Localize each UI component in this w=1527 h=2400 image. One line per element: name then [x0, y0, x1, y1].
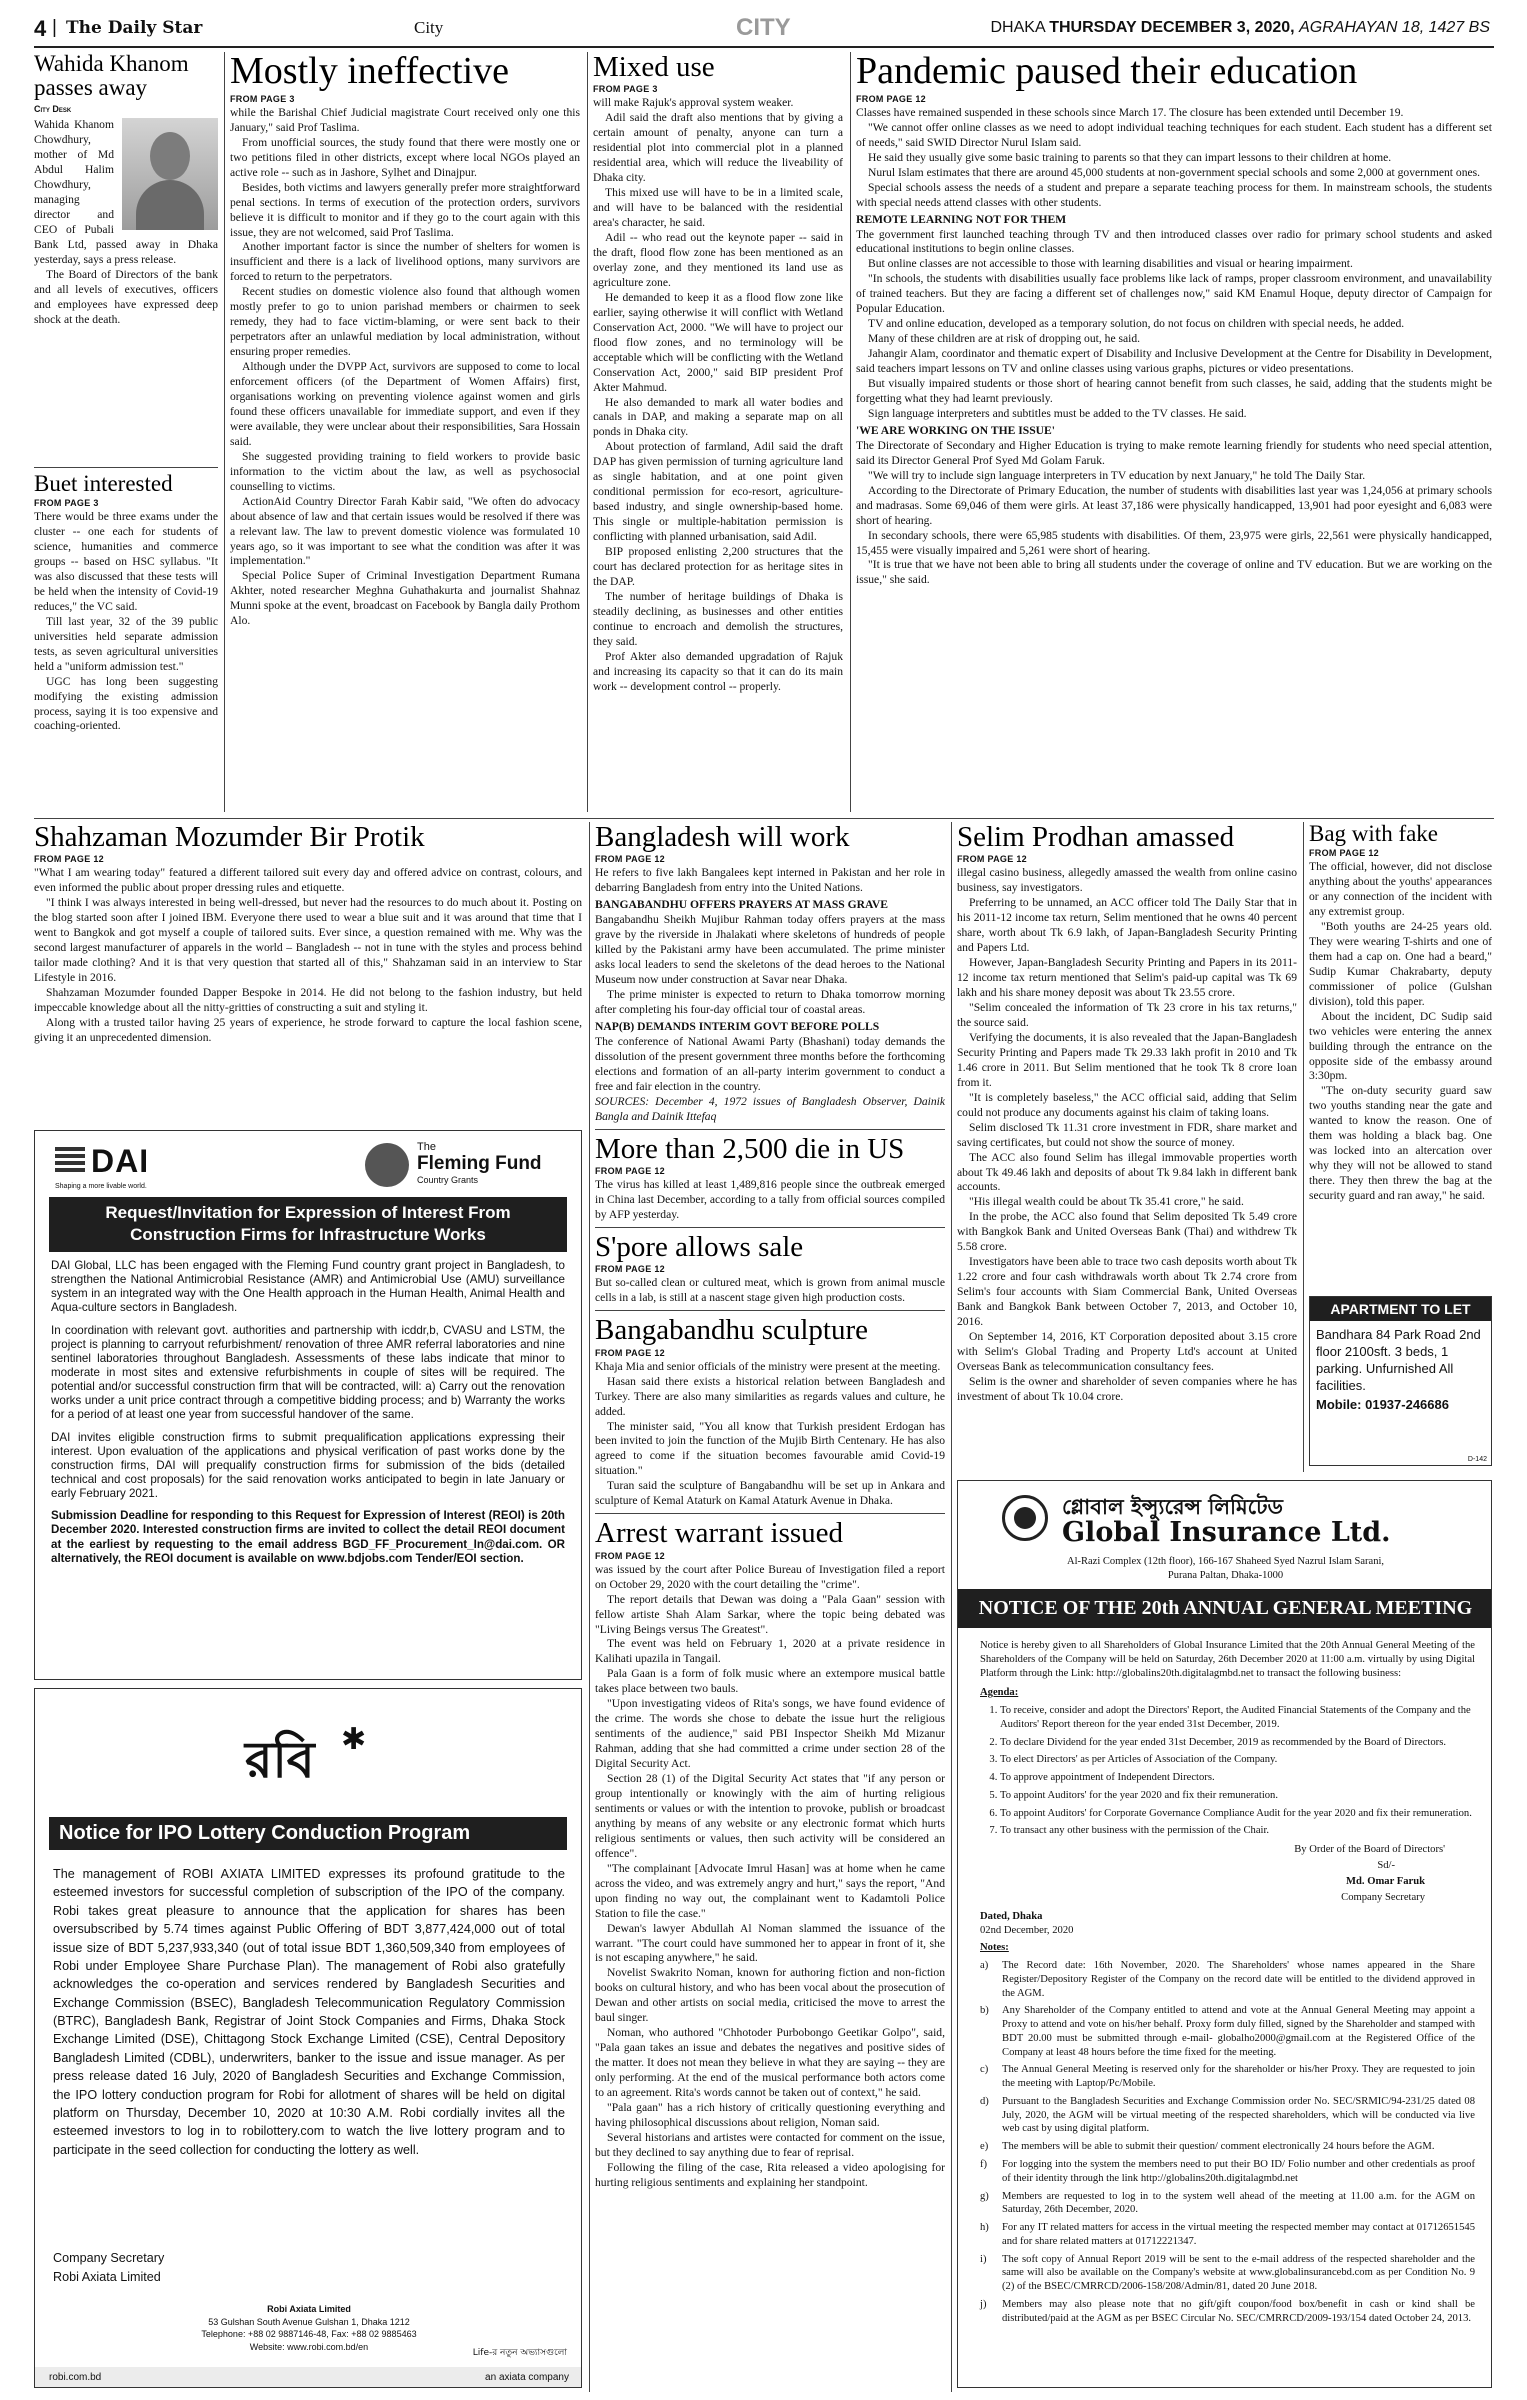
pandemic-p: "We will try to include sign language interpreters in TV education by next January," he told The Daily Star. [868, 468, 1366, 482]
arrest-from: FROM PAGE 12 [595, 1550, 665, 1561]
pandemic-headline: Pandemic paused their education [856, 52, 1358, 92]
page-number: 4 [34, 16, 47, 41]
arrest-headline: Arrest warrant issued [595, 1517, 844, 1550]
divider [587, 52, 588, 812]
gil-note-row [980, 2190, 1475, 2218]
gil-note-key: h) [980, 2222, 989, 2234]
gil-signer: Md. Omar Faruk [1346, 1875, 1425, 1887]
apartment-mobile: Mobile: 01937-246686 [1316, 1396, 1449, 1412]
gil-note-row [980, 2004, 1475, 2059]
gil-intro: Notice is hereby given to all Shareholders of Global Insurance Limited that the 20th Annual General Meeting of the Shareholders of the Company will be held on Saturday, 26th December 2020 at 11:00 a.m. virtually by using Digital Platform through the Link: http://globalins20th.digitalagmbd.net to transact the following business: [980, 1640, 1475, 1679]
mostly-headline: Mostly ineffective [230, 52, 509, 92]
pandemic-subhead: 'WE ARE WORKING ON THE ISSUE' [856, 423, 1055, 437]
arrest-p: Noman, who authored "Chhotoder Purbobongo Geetikar Golpo", said, "Pala gaan takes an issue and debates the negatives and positive sides of the matter. It does not mean they believe in what they are saying -- they are only performing. At the end of the musical performance both actors come to an agreement. Rita's words cannot be taken out of context," he said. [595, 2026, 945, 2100]
mostly-p: From unofficial sources, the study found that there were mostly one or two petitions filed in other districts, except where local NGOs played an active role -- such as in Jashore, Sylhet and Dinajpur. [230, 135, 580, 179]
arrest-p: "The complainant [Advocate Imrul Hasan] was at home when he came across the video, and was extremely angry and hurt," says the report, "And upon finding no way out, the complainant went to Kadamtoli Police Station to file the case." [595, 1861, 945, 1920]
gil-agenda-item: 3. To elect Directors' as per Articles of Association of the Company. [1000, 1753, 1475, 1767]
selim-p: "It is completely baseless," the ACC official said, adding that Selim could not produce any documents against his claim of taking loans. [957, 1090, 1297, 1119]
shahzaman-p: "I think I was always interested in being well-dressed, but never had the resources to do much about it. Posting on the blog started soon after I joined IBM. Everyone there used to wear a blue suit and it was around that time that I went to Bangkok and got myself a couple of tailored suits. Ever since, a question remained with me. Why was the second largest manufacturer of apparels in the world – Bangladesh -- not in tune with the styles and process behind tailor made clothing? And it is that very question that started all of this," Shahzaman said in an interview to Star Lifestyle in 2016. [34, 896, 582, 985]
obituary-byline: City Desk [34, 104, 72, 115]
page-header [34, 14, 1494, 44]
dai-body [51, 1259, 565, 1566]
mixed-from: FROM PAGE 3 [593, 84, 658, 95]
gil-logo-block [1002, 1491, 1462, 1551]
gil-note-key: i) [980, 2253, 987, 2265]
robi-ipo-ad [34, 1688, 582, 2388]
gil-agenda-item: 6. To appoint Auditors' for Corporate Governance Compliance Audit for the year 2020 and fix their remuneration. [1000, 1807, 1475, 1821]
spore-from: FROM PAGE 12 [595, 1264, 665, 1275]
shahzaman-from: FROM PAGE 12 [34, 854, 104, 865]
arrest-p: The event was held on February 1, 2020 at a private residence in Kalihati upazila in Tangail. [595, 1637, 945, 1666]
gil-date: 02nd December, 2020 [980, 1924, 1074, 1936]
divider [595, 1513, 945, 1514]
gil-note-key: c) [980, 2064, 989, 2076]
sculpture-p: Turan said the sculpture of Bangabandhu will be set up in Ankara and sculpture of Kemal Ataturk on Kamal Ataturk Avenue in Dhaka. [595, 1479, 945, 1508]
pandemic-p: "We cannot offer online classes as we need to adopt individual teaching techniques for each student. Each student has a different set of needs," said SWID Director Nurul Islam said. [856, 120, 1492, 149]
bag-p: The official, however, did not disclose anything about the youths' appearances or any connection of the incident with any extremist group. [1309, 860, 1492, 918]
arrest-p: Several historians and artistes were contacted for comment on the issue, but they declined to say anything due to fear of reprisal. [595, 2130, 945, 2159]
divider [951, 822, 952, 2392]
section-label: City [414, 18, 444, 37]
pandemic-article [856, 52, 1492, 812]
gil-addr-1: Al-Razi Complex (12th floor), 166-167 Shaheed Syed Nazrul Islam Sarani, [1067, 1556, 1384, 1567]
buet-article [34, 472, 218, 812]
dai-para: Submission Deadline for responding to this Request for Expression of Interest (REOI) is 20th December 2020. Interested construction firms are invited to collect the detail REOI document at the earliest by requesting to the email address BGD_FF_Procurement_In@dai.com. OR alternatively, the REOI document is available on www.bdjobs.com Tender/EOI section. [51, 1509, 565, 1565]
pandemic-p: But visually impaired students or those short of hearing cannot benefit from such classes, he said, adding that the students might be forgetting what they had learnt previously. [856, 377, 1492, 405]
date-bangla: AGRAHAYAN 18, 1427 BS [1299, 19, 1490, 36]
fleming-logo-block [365, 1141, 565, 1189]
bdwork-p: The conference of National Awami Party (Bhashani) today demands the dissolution of the present government three months before the forthcoming elections and formation of an all-party interim government to conduct a free and fair election in the country. [595, 1034, 945, 1093]
gil-agenda-item: 2. To declare Dividend for the year ended 31st December, 2019 as recommended by the Board of Directors. [1000, 1736, 1475, 1750]
selim-from: FROM PAGE 12 [957, 854, 1027, 865]
mixed-p: He also demanded to mark all water bodies and canals in DAP, and making a separate map on all ponds in Dhaka city. [593, 395, 843, 439]
gil-emblem-inner-icon [1014, 1507, 1036, 1529]
gil-note-row [980, 2063, 1475, 2091]
mixed-p: BIP proposed enlisting 2,200 structures that the court has declared protection for as heritage sites in the DAP. [593, 545, 843, 588]
sculpture-from: FROM PAGE 12 [595, 1347, 665, 1358]
dai-fleming-ad [34, 1130, 582, 1680]
mostly-p: Besides, both victims and lawyers generally prefer more straightforward penal sections. In terms of execution of the protection orders, survivors believe it is difficult to monitor and if they go to the court again with this issue, they are not welcomed, said Prof Taslima. [230, 180, 580, 239]
arrest-p: was issued by the court after Police Bureau of Investigation filed a report on October 29, 2020 with the court detailing the "crime". [595, 1562, 945, 1591]
gil-note-text: The soft copy of Annual Report 2019 will be sent to the e-mail address of the respected shareholder and the same will also be available on the Company's website at www.globalinsurancebd.com as per Condition No. 9 (2) of the BSEC/CMRRCD/2006-158/208/Admin/81, dated 20 June 2018. [1002, 2253, 1475, 2293]
robi-burst-icon: ✱ [341, 1722, 367, 1757]
obituary-text-2: The Board of Directors of the bank and all levels of executives, officers and employees have expressed deep shock at the death. [34, 267, 218, 326]
pandemic-p: Sign language interpreters and subtitles must be added to the TV classes. He said. [868, 406, 1247, 420]
shahzaman-article [34, 822, 582, 1122]
robi-body: The management of ROBI AXIATA LIMITED expresses its profound gratitude to the esteemed investors for successful completion of subscription of the IPO of the company. Robi takes great pleasure to announce that the application for shares has been oversubscribed by 5.74 times against Public Offering of BDT 3,877,424,000 out of total issue size of BDT 5,237,933,340 (out of total issue BDT 1,360,509,340 from employees of Robi under Employee Share Purchase Plan). The management of Robi also gratefully acknowledges the co-operation and services rendered by Bangladesh Securities and Exchange Commission (BSEC), Bangladesh Telecommunication Regulatory Commission (BTRC), Bangladesh Bank, Registrar of Joint Stock Companies and Firms, Dhaka Stock Exchange Limited (DSE), Chittagong Stock Exchange Limited (CSE), Central Depository Bangladesh Limited (CDBL), underwriters, banker to the issue and issue manager. As per press release dated 16 July, 2020 of Bangladesh Securities and Exchange Commission, the IPO lottery conduction program for Robi for allotment of shares will be held on digital platform on Thursday, December 10, 2020 at 10:30 A.M. Robi cordially invites all the esteemed investors to log in to robilottery.com to watch the live lottery program and to participate in the seed collection for conducting the lottery as well. [53, 1867, 565, 2157]
bag-from: FROM PAGE 12 [1309, 848, 1379, 859]
selim-p: illegal casino business, allegedly amassed the wealth from online casino business, say investigators. [957, 866, 1297, 895]
mixed-p: About protection of farmland, Adil said the draft DAP has given permission of turning agriculture land as single habitation, and at one point given conditional permission for eco-resort, agriculture-based industry, and single ownership-based home. This single or multiple-habitation permission is conflicting with planned urbanisation, said Adil. [593, 440, 843, 544]
gil-banner: NOTICE OF THE 20th ANNUAL GENERAL MEETING [958, 1589, 1492, 1628]
mostly-from: FROM PAGE 3 [230, 93, 295, 104]
pandemic-p: The government first launched teaching through TV and then introduced classes over radio for primary school students and asked educational institutions to begin online classes. [856, 227, 1492, 256]
mixed-p: will make Rajuk's approval system weaker. [593, 96, 794, 110]
sculpture-p: Khaja Mia and senior officials of the ministry were present at the meeting. [595, 1359, 941, 1373]
selim-p: "Selim concealed the information of Tk 23 crore in his tax returns," the source said. [957, 1001, 1297, 1029]
gil-note-key: d) [980, 2095, 989, 2107]
gil-note-text: The Annual General Meeting is reserved only for the shareholder or his/her Proxy. They are requested to join the meeting with Laptop/Pc/Mobile. [1002, 2064, 1475, 2090]
gil-note-key: f) [980, 2159, 988, 2170]
mixed-p: Adil said the draft also mentions that by giving a certain amount of penalty, anyone can turn a residential plot into commercial plot in a planned residential area, which will reduce the liveability of Dhaka city. [593, 111, 843, 185]
bag-article [1309, 822, 1492, 1292]
gil-note-key: a) [980, 1960, 989, 1972]
shahzaman-p: "What I am wearing today" featured a different tailored suit every day and offered advice on contrast, colours, and even informed the public about proper dressing rules and etiquette. [34, 866, 582, 895]
pandemic-from: FROM PAGE 12 [856, 93, 926, 104]
divider [589, 822, 590, 2392]
mostly-p: while the Barishal Chief Judicial magistrate Court received only one this January," said Prof Taslima. [230, 105, 580, 134]
divider [224, 52, 225, 812]
buet-p3: UGC has long been suggesting modifying the existing admission process, saying it is too expensive and coaching-oriented. [34, 674, 218, 733]
dai-stripes-icon [55, 1147, 85, 1175]
gil-body [980, 1639, 1475, 2329]
fleming-the: The [417, 1141, 436, 1153]
robi-addr-3: Website: www.robi.com.bd/en [249, 2341, 369, 2352]
dai-para: DAI Global, LLC has been engaged with the Fleming Fund country grant project in Bangladesh, to strengthen the National Antimicrobial Resistance (AMR) and Antimicrobial Use (AMU) surveillance system in an integrated way with the One Health approach in the Human Health, Animal Health and Aqua-culture sectors in Bangladesh. [51, 1259, 565, 1315]
pandemic-p: Nurul Islam estimates that there are around 45,000 students at non-government special schools and some 2,000 at government ones. [868, 165, 1481, 179]
arrest-p: "Pala gaan" has a rich history of critically questioning everything and having philosophical discussions about religion, Noman said. [595, 2101, 945, 2129]
robi-logo-block [245, 1722, 385, 1805]
robi-sign-company: Robi Axiata Limited [53, 2269, 161, 2284]
robi-footer-left: robi.com.bd [49, 2372, 102, 2383]
bag-p: About the incident, DC Sudip said two vehicles were entering the annex building through the entrance on the opposite side of the embassy around 3:30pm. [1309, 1009, 1492, 1083]
mostly-ineffective-article [230, 52, 580, 812]
arrest-p: "Upon investigating videos of Rita's songs, we have found evidence of the crime. The words she chose to debate the issue hurt the religious sentiments of the audience," said PBI Inspector Sheikh Md Mizanur Rahman, adding that she had committed a crime under section 28 of the Digital Security Act. [595, 1697, 945, 1771]
mostly-p: Although under the DVPP Act, survivors are supposed to come to local enforcement officers (of the Department of Women Affairs) first, organisations working on preventing violence against women and girls found these officers unavailable for immediate support, and even if they were available, they were unclear about their responsibilities, Sara Hossain said. [230, 360, 580, 448]
selim-p: "His illegal wealth could be about Tk 35.41 crore," he said. [969, 1195, 1244, 1209]
gil-signature [980, 1842, 1475, 1906]
us-from: FROM PAGE 12 [595, 1166, 665, 1177]
arrest-p: Following the filing of the case, Rita released a video apologising for hurting religious sentiments and explaining her standpoint. [595, 2160, 945, 2189]
sculpture-headline: Bangabandhu sculpture [595, 1314, 869, 1347]
gil-note-text: Any Shareholder of the Company entitled to attend and vote at the Annual General Meeting may appoint a Proxy to attend and vote on his/her behalf. Proxy form duly filled, signed by the Shareholder and stamped with BDT 20.00 must be submitted through e-mail- globalho2000@gmail.com at the Registered Office of the Company at least 48 hours before the time fixed for the meeting. [1002, 2005, 1475, 2058]
selim-p: Selim is the owner and shareholder of seven companies where he has investment of about Tk 10.04 crore. [957, 1374, 1297, 1403]
fleming-sub: Country Grants [417, 1175, 479, 1185]
gil-name: Global Insurance Ltd. [1062, 1517, 1391, 1548]
arrest-p: Dewan's lawyer Abdullah Al Noman slammed the issuance of the warrant. "The court could have summoned her to appear in front of it, she is not escaping anywhere," he said. [595, 1921, 945, 1965]
pandemic-p: Many of these children are at risk of dropping out, he said. [868, 332, 1141, 346]
robi-footer [35, 2367, 582, 2388]
gil-signer-title: Company Secretary [1341, 1891, 1425, 1903]
shahzaman-headline: Shahzaman Mozumder Bir Protik [34, 822, 425, 853]
selim-p: The ACC also found Selim has illegal immovable properties worth about Tk 49.46 lakh and deposits of about Tk 9.84 lakh in different bank accounts. [957, 1150, 1297, 1194]
date-city: DHAKA [990, 19, 1045, 36]
date-main: THURSDAY DECEMBER 3, 2020, [1049, 19, 1295, 36]
apartment-banner: APARTMENT TO LET [1310, 1297, 1491, 1321]
pandemic-p: "It is true that we have not been able to bring all students under the coverage of online and TV education. But we are working on the issue," she said. [856, 558, 1492, 587]
us-headline: More than 2,500 die in US [595, 1132, 905, 1165]
gil-note-text: Members may also please note that no gift/gift coupon/food box/benefit in cash or kind shall be distributed/paid at the AGM as per BSEC Circular No. SEC/CMRRCD/2009-193/154 dated October 24, 2013. [1002, 2298, 1475, 2324]
mixed-p: He demanded to keep it as a flood flow zone like earlier, saying otherwise it will conflict with Wetland Conservation Act, 2000. "We will have to project our flood flow zones, and no terminology will be acceptable which will be conflicting with the Wetland Conservation Act, 2000," said BIP president Prof Akter Mahmud. [593, 290, 843, 394]
mostly-p: ActionAid Country Director Farah Kabir said, "We often do advocacy about absence of law and that certain issues would be resolved if there was a relevant law. The law to prevent domestic violence was formulated 10 years ago, so it was important to see what the condition was after it was implementation." [230, 494, 580, 568]
gil-note-key: e) [980, 2141, 989, 2153]
gil-sd: Sd/- [1377, 1860, 1395, 1872]
fleming-name: Fleming Fund [417, 1153, 542, 1174]
gil-agenda-item: 1. To receive, consider and adopt the Directors' Report, the Audited Financial Statements of the Company and the Auditors' Report thereon for the year ended 31st December, 2019. [1000, 1704, 1475, 1732]
mostly-p: Another important factor is since the number of shelters for women is insufficient and there is a lack of livelihood options, many survivors are forced to return to the perpetrators. [230, 240, 580, 284]
divider [34, 818, 1494, 819]
arrest-p: The report details that Dewan was doing a "Pala Gaan" session with fellow artiste Shah Alam Sarkar, where the topic being debated was "Living Beings versus The Greatest". [595, 1592, 945, 1636]
buet-p1: There would be three exams under the cluster -- one each for students of science, humanities and commerce groups -- based on HSC syllabus. "It was also discussed that these tests will be held when the intensity of Covid-19 reduces," the VC said. [34, 510, 218, 613]
selim-p: Selim disclosed Tk 11.31 crore investment in FDR, share market and saving certificates, but could not show the source of money. [957, 1120, 1297, 1149]
spore-headline: S'pore allows sale [595, 1230, 804, 1263]
pandemic-subhead: REMOTE LEARNING NOT FOR THEM [856, 212, 1067, 226]
robi-addr-1: 53 Gulshan South Avenue Gulshan 1, Dhaka 1212 [208, 2316, 410, 2327]
global-insurance-ad [957, 1480, 1492, 2388]
gil-agenda-label: Agenda: [980, 1687, 1019, 1699]
middle-column [595, 822, 945, 2392]
gil-agenda-list [980, 1704, 1475, 1838]
gil-note-row [980, 2158, 1475, 2186]
divider [595, 1129, 945, 1130]
gil-agenda-item: 7. To transact any other business with the permission of the Chair. [1000, 1824, 1475, 1838]
gil-note-row [980, 2095, 1475, 2136]
divider [34, 467, 218, 468]
robi-addr-name: Robi Axiata Limited [267, 2304, 351, 2314]
pandemic-p: He said they usually give some basic training to parents so that they can impart lessons to their children at home. [868, 150, 1392, 164]
section-title: CITY [736, 14, 791, 41]
gil-note-row [980, 2140, 1475, 2154]
pandemic-p: But online classes are not accessible to those with learning disabilities and visual or hearing impairment. [868, 257, 1353, 271]
divider [595, 1310, 945, 1311]
obituary-article [34, 52, 218, 462]
gil-note-text: Pursuant to the Bangladesh Securities and Exchange Commission order No. SEC/SRMIC/94-231/25 dated 08 July, 2020, the AGM will be virtual meeting of the respected shareholders, which will be conducted via live web cast by using digital platform. [1002, 2095, 1475, 2135]
issue-date [991, 19, 1491, 37]
selim-p: On September 14, 2016, KT Corporation deposited about 3.15 crore with Selim's Global Trading and Property Ltd's account at United Overseas Bank as telecommunication consultancy fees. [957, 1329, 1297, 1373]
mostly-p: She suggested providing training to field workers to provide basic information to the victim about the law, as well as psychosocial counselling to victims. [230, 449, 580, 493]
divider [850, 52, 851, 812]
bdwork-subhead: BANGABANDHU OFFERS PRAYERS AT MASS GRAVE [595, 898, 889, 912]
bag-p: "The on-duty security guard saw two youths standing near the gate and wanted to know the reason. One of them was holding a black bag. One was locked into an altercation over why they will not be allowed to stand there. They then threw the bag at the security guard and ran away," he said. [1309, 1084, 1492, 1203]
mostly-p: Special Police Super of Criminal Investigation Department Rumana Akhter, noted researcher Meghna Guhathakurta and journalist Shahnaz Munni spoke at the event, broadcast on Facebook by Bangla daily Prothom Alo. [230, 569, 580, 628]
bdwork-headline: Bangladesh will work [595, 822, 850, 853]
dai-heading: Request/Invitation for Expression of Interest From Construction Firms for Infrastructure Works [49, 1197, 567, 1252]
shahzaman-p: Shahzaman Mozumder founded Dapper Bespoke in 2014. He did not belong to the fashion industry, but held impeccable knowledge about all the nitty-gritties of constructing a suit and styling it. [34, 986, 582, 1015]
gil-note-text: Members are requested to log in to the system well ahead of the meeting at 11.00 a.m. for the AGM on Saturday, 26th December, 2020. [1002, 2190, 1475, 2216]
masthead-logo: The Daily Star [66, 18, 203, 38]
shahzaman-p: Along with a trusted tailor having 25 years of experience, he strode forward to capture the local fashion scene, giving it an unprecedented dimension. [34, 1015, 582, 1044]
buet-p2: Till last year, 32 of the 39 public universities held separate admission tests, as seven agricultural universities held a "uniform admission test." [34, 614, 218, 673]
divider [595, 1227, 945, 1228]
pandemic-p: In secondary schools, there were 65,985 students with disabilities. Of them, 23,975 were girls, 22,561 were physically handicapped, 15,455 were visually impaired and 5,261 were short of hearing. [856, 528, 1492, 557]
dai-para: DAI invites eligible construction firms to submit prequalification applications expressing their interest. Upon evaluation of the applications and physical verification of past works done by the construction firms, DAI will prequalify construction firms for submission of the bids (detailed technical and cost proposals) for the said renovation works anticipated to begin in late January or early February 2021. [51, 1430, 565, 1501]
pandemic-p: TV and online education, developed as a temporary solution, do not focus on children with special needs, he added. [868, 317, 1405, 331]
gil-note-text: For logging into the system the members need to put their BO ID/ Folio number and other credentials as proof of their identity through the link http://globalins20th.digitalagmbd.net [1002, 2159, 1475, 2184]
buet-from: FROM PAGE 3 [34, 498, 99, 509]
sculpture-p: Hasan said there exists a historical relation between Bangladesh and Turkey. There are also many similarities as regards values and culture, he added. [595, 1374, 945, 1418]
gil-notes-list [980, 1959, 1475, 2325]
apartment-ad [1309, 1296, 1492, 1466]
mixed-use-article [593, 52, 843, 812]
dai-para: In coordination with relevant govt. authorities and partnership with icddr,b, CVASU and LSTM, the project is planning to carryout refurbishment/ renovation of three AMR referral laboratories and nine sentinel laboratories throughout Bangladesh. Assessments of these labs indicate that minor to moderate in most sites and extensive refurbishments in couple of sites will be required. The potential and/or successful construction firm that will be contracted, will: a) Carry out the renovation works under a unit price contract through a competitive bidding process; and b) Warranty the works for a period of at least one year from successful handover of the same. [51, 1323, 565, 1422]
divider [1303, 822, 1304, 1472]
selim-p: Investigators have been able to trace two cash deposits worth about Tk 1.22 crore and four cash withdrawals worth about Tk 2.74 crore from Selim's four accounts with Siam Commercial Bank, United Overseas Bank and Bangkok Bank between October 7, 2013, and October 10, 2016. [957, 1255, 1297, 1329]
us-text: The virus has killed at least 1,489,816 people since the outbreak emerged in China last December, according to a tally from official sources compiled by AFP yesterday. [595, 1178, 945, 1221]
buet-headline: Buet interested [34, 472, 173, 496]
obituary-portrait [122, 118, 218, 230]
mixed-p: Prof Akter also demanded upgradation of Rajuk and increasing its capacity so that it can do its main work -- development control -- properly. [593, 649, 843, 693]
robi-logo: রবি [245, 1731, 315, 1789]
arrest-p: Pala Gaan is a form of folk music where an extempore musical battle takes place between two bauls. [595, 1667, 945, 1696]
bdwork-from: FROM PAGE 12 [595, 854, 665, 865]
gil-note-row [980, 2253, 1475, 2294]
gil-notes-label: Notes: [980, 1942, 1009, 1954]
pandemic-p: "In schools, the students with disabilities usually face problems like lack of ramps, proper classroom environment, and unavailability of trained teachers. But they are facing a different set of challenges now," said KM Enamul Hoque, deputy director of Campaign for Popular Education. [856, 272, 1492, 316]
mixed-headline: Mixed use [593, 52, 715, 83]
mixed-p: The number of heritage buildings of Dhaka is steadily declining, as businesses and other entities continue to encroach and demolish the structures, they said. [593, 589, 843, 648]
robi-footer-right: an axiata company [485, 2372, 569, 2383]
mixed-p: Adil -- who read out the keynote paper -- said in the draft, flood flow zone has been mentioned as an overlay zone, and they mentioned its land use as agriculture zone. [593, 231, 843, 289]
selim-article [957, 822, 1297, 1472]
pandemic-p: The Directorate of Secondary and Higher Education is trying to make remote learning friendly for students who need special attention, said its Director General Prof Syed Md Golam Faruk. [856, 438, 1492, 467]
arrest-p: Novelist Swakrito Noman, known for authoring fiction and non-fiction books on cultural history, and who has been vocal about the prosecution of Dewan and other artists on social media, criticised the move to arrest the baul singer. [595, 1966, 945, 2025]
bdwork-p: Bangabandhu Sheikh Mujibur Rahman today offers prayers at the mass grave by the riverside in Jhalakati where skeletons of hundreds of people killed by the Pakistani army have been accumulated. The prime minister asks local leaders to send the skeletons of the dead heroes to the National Museum now under construction at Savar near Dhaka. [595, 913, 945, 987]
robi-lifer: Life-র নতুন অভ্যাসগুলো [472, 2348, 567, 2358]
robi-addr-2: Telephone: +88 02 9887146-48, Fax: +88 02 9885463 [201, 2329, 417, 2340]
gil-addr-2: Purana Paltan, Dhaka-1000 [1167, 1570, 1284, 1582]
bag-p: "Both youths are 24-25 years old. They were wearing T-shirts and one of them had a cap on. One had a beard," Sudip Kumar Chakrabarty, deputy commissioner of police (Gulshan division), told this paper. [1309, 919, 1492, 1008]
selim-p: In the probe, the ACC also found that Selim deposited Tk 5.49 crore with Bangkok Bank and United Overseas Bank (Thai) and withdrew Tk 5.58 crore. [957, 1210, 1297, 1254]
gil-note-text: The members will be able to submit their question/ comment electronically 24 hours before the AGM. [1002, 2141, 1435, 2153]
pandemic-p: According to the Directorate of Primary Education, the number of students with disabilities last year was 1,24,056 at primary schools and madrasas. Some 69,046 of them were girls. At least 37,186 were physically handicapped, 13,901 had poor eyesight and 6,083 were short of hearing. [856, 483, 1492, 527]
pandemic-p: Special schools assess the needs of a student and prepare a separate teaching process for them. In mainstream schools, the students with special needs attend classes with other students. [856, 180, 1492, 209]
selim-p: Preferring to be unnamed, an ACC officer told The Daily Star that in his 2011-12 income tax return, Selim mentioned that he owns 40 percent share, worth about Tk 6.9 lakh, of Japan-Bangladesh Security Printing and Papers Ltd. [957, 896, 1297, 955]
gil-dated: Dated, Dhaka [980, 1910, 1043, 1922]
selim-headline: Selim Prodhan amassed [957, 822, 1235, 853]
gil-note-key: j) [980, 2298, 987, 2310]
fleming-badge-icon [365, 1143, 409, 1187]
robi-sign-title: Company Secretary [53, 2251, 165, 2265]
bag-headline: Bag with fake [1309, 822, 1439, 846]
gil-note-key: b) [980, 2005, 989, 2017]
bdwork-sources: SOURCES: December 4, 1972 issues of Bangladesh Observer, Dainik Bangla and Dainik Ittefaq [595, 1094, 945, 1123]
apartment-code: D-142 [1467, 1456, 1487, 1463]
gil-agenda-item: 4. To approve appointment of Independent Directors. [1000, 1771, 1475, 1785]
obituary-text: Wahida Khanom Chowdhury, mother of Md Abdul Halim Chowdhury, managing director and CEO of Pubali Bank Ltd, passed away in Dhaka yesterday, says a press release. [34, 118, 218, 266]
dai-tagline: Shaping a more livable world. [55, 1183, 147, 1190]
page-separator: | [52, 17, 57, 38]
pandemic-p: Classes have remained suspended in these schools since March 17. The closure has been extended until December 19. [856, 105, 1404, 119]
gil-note-text: The Record date: 16th November, 2020. The Shareholders' whose names appeared in the Share Register/Depository Register of the Company on the record date will be entitled to the dividend approved in the AGM. [1002, 1960, 1475, 1999]
selim-p: Verifying the documents, it is also revealed that the Japan-Bangladesh Security Printing and Papers made Tk 29.33 lakh profit in 2010 and Tk 1.46 crore in 2011. But Selim mentioned that he took Tk 8 crore loan from it. [957, 1030, 1297, 1089]
dai-logo: DAI [91, 1143, 150, 1179]
sculpture-p: The minister said, "You all know that Turkish president Erdogan has been invited to join the function of the Mujib Birth Centenary. He has also agreed to come if the situation becomes favourable amid Covid-19 situation." [595, 1419, 945, 1478]
gil-note-key: g) [980, 2190, 989, 2202]
gil-order: By Order of the Board of Directors' [1294, 1844, 1445, 1856]
gil-note-text: For any IT related matters for access in the virtual meeting the respected member may contact at 01712651545 and for share related matters at 01712221347. [1002, 2222, 1475, 2247]
bdwork-p: The prime minister is expected to return to Dhaka tomorrow morning after completing his four-day official tour of coastal areas. [595, 988, 945, 1017]
gil-agenda-item: 5. To appoint Auditors' for the year 2020 and fix their remuneration. [1000, 1789, 1475, 1803]
obituary-headline: Wahida Khanom passes away [34, 52, 189, 101]
arrest-p: Section 28 (1) of the Digital Security Act states that "if any person or group intentionally or knowingly with the aim of hurting religious sentiments or values or with the intention to provoke, publish or broadcast anything by means of any website or any electronic format which hurts religious sentiments or values, then such activity will be considered an offence". [595, 1772, 945, 1860]
bdwork-p: He refers to five lakh Bangalees kept interned in Pakistan and her role in debarring Bangladesh from entry into the United Nations. [595, 866, 945, 895]
robi-banner: Notice for IPO Lottery Conduction Program [49, 1817, 567, 1850]
gil-note-row [980, 2298, 1475, 2326]
spore-text: But so-called clean or cultured meat, which is grown from animal muscle cells in a lab, is still at a nascent stage given high production costs. [595, 1276, 945, 1305]
bdwork-subhead: NAP(B) DEMANDS INTERIM GOVT BEFORE POLLS [595, 1019, 880, 1033]
robi-signature [53, 2249, 164, 2287]
mixed-p: This mixed use will have to be in a limited scale, and will have to be balanced with the residential area's character, he said. [593, 186, 843, 230]
gil-address [958, 1555, 1492, 1583]
mostly-p: Recent studies on domestic violence also found that although women mostly prefer to go to union parishad members or chairmen to seek remedy, they had to face victim-blaming, or were sent back to their perpetrators after an unlawful mediation by local administration, without ensuring proper remedies. [230, 285, 580, 359]
gil-note-row [980, 2221, 1475, 2249]
pandemic-p: Jahangir Alam, coordinator and thematic expert of Disability and Inclusive Development at the Centre for Disability in Development, said teachers impart lessons on TV and online classes using various graphs, pictures or video presentations. [856, 347, 1492, 376]
gil-bangla-name: গ্লোবাল ইন্স্যুরেন্স লিমিটেড [1062, 1495, 1283, 1519]
header-rule [34, 46, 1494, 48]
selim-p: However, Japan-Bangladesh Security Printing and Papers in its 2011-12 income tax return mentioned that Selim's paid-up capital was Tk 69 lakh and his share money deposit was about Tk 23.55 crore. [957, 956, 1297, 1000]
gil-note-row [980, 1959, 1475, 2000]
apartment-text: Bandhara 84 Park Road 2nd floor 2100sft. 3 beds, 1 parking. Unfurnished All facilities. [1316, 1327, 1481, 1393]
